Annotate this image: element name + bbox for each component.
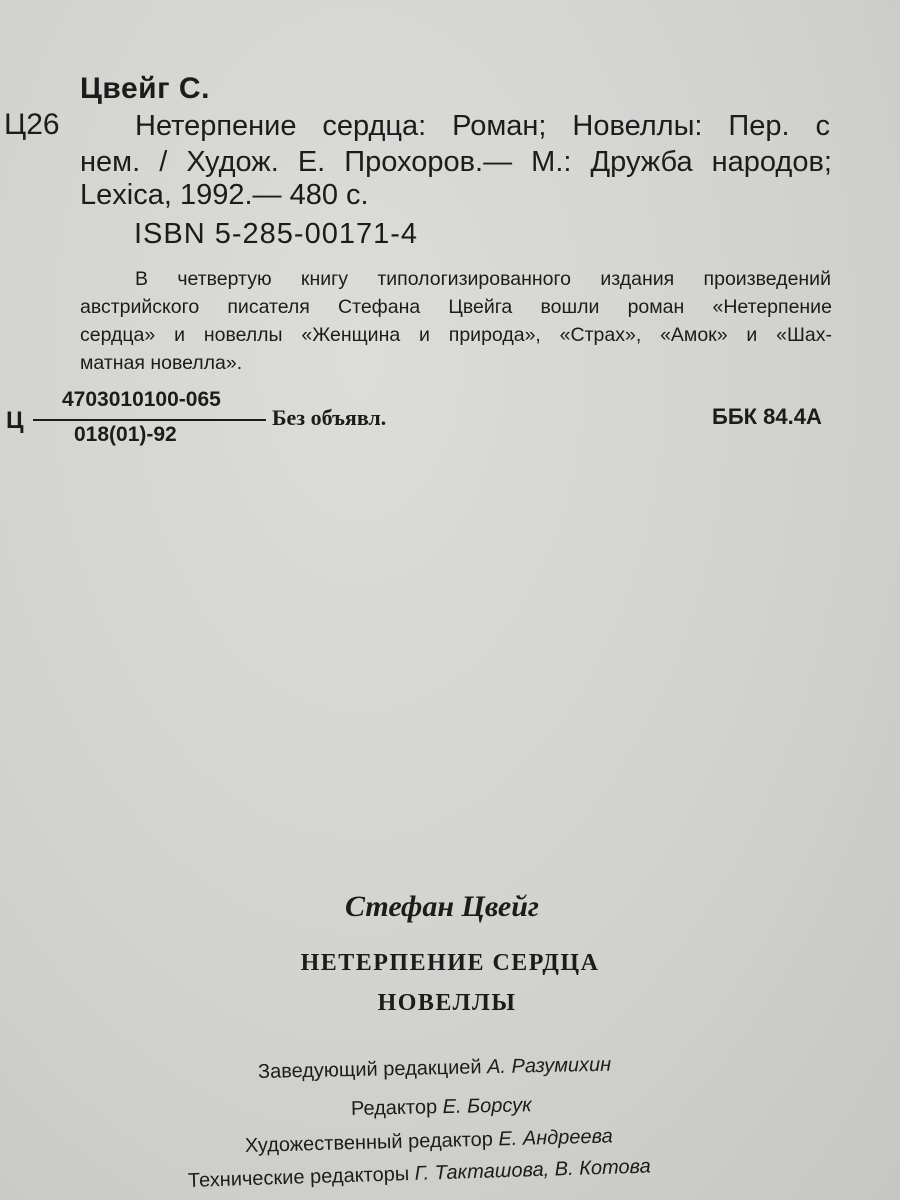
catalog-denominator: 018(01)-92	[74, 423, 177, 446]
word: нем.	[80, 146, 141, 178]
word: Новеллы:	[572, 110, 703, 142]
word: Роман;	[452, 110, 547, 142]
colophon-author: Стефан Цвейг	[344, 890, 540, 923]
abstract-line-1	[135, 268, 831, 291]
catalog-numerator: 4703010100-065	[62, 388, 221, 411]
word: вошли	[540, 296, 600, 318]
credit-name: Г. Такташова, В. Котова	[414, 1155, 652, 1185]
word: издания	[600, 268, 675, 290]
word: и	[419, 324, 430, 346]
catalog-letter: Ц	[6, 407, 24, 434]
word: Дружба	[590, 146, 693, 178]
word: В	[135, 268, 149, 290]
credit-line	[258, 1054, 612, 1084]
credit-role: Заведующий редакцией	[257, 1056, 482, 1083]
word: «Женщина	[301, 324, 401, 346]
word: роман	[627, 296, 685, 318]
word: М.:	[531, 146, 572, 178]
fraction-divider	[33, 419, 266, 421]
word: писателя	[227, 296, 310, 318]
colophon-subtitle: НОВЕЛЛЫ	[377, 990, 517, 1016]
bibliography-line-3: Lexica, 1992.— 480 с.	[80, 179, 369, 211]
word: книгу	[300, 268, 348, 290]
bibliography-line-2	[80, 146, 832, 179]
credit-name: А. Разумихин	[486, 1053, 612, 1079]
word: «Амок»	[660, 324, 728, 346]
credit-line	[188, 1155, 651, 1193]
word: Нетерпение	[135, 110, 297, 142]
word: «Нетерпение	[712, 296, 832, 318]
abstract-line-3	[80, 324, 832, 347]
word: сердца»	[80, 324, 156, 346]
classification-code: Ц26	[4, 108, 60, 141]
word: и	[746, 324, 758, 346]
credit-name: Е. Андреева	[498, 1125, 614, 1151]
credit-role: Технические редакторы	[187, 1163, 410, 1192]
word: сердца:	[322, 110, 427, 142]
word: Стефана	[338, 296, 421, 318]
word: австрийского	[80, 296, 200, 318]
word: четвертую	[177, 268, 272, 290]
abstract-line-2	[80, 296, 832, 319]
credit-role: Редактор	[350, 1096, 438, 1120]
author-heading: Цвейг С.	[80, 72, 210, 105]
word: природа»,	[448, 324, 541, 346]
word: Пер.	[728, 110, 790, 142]
credit-name: Е. Борсук	[442, 1094, 532, 1119]
credit-role: Художественный редактор	[244, 1128, 494, 1157]
word: Прохоров.—	[344, 146, 513, 178]
word: народов;	[711, 146, 832, 178]
word: произведений	[703, 268, 831, 290]
price-note: Без объявл.	[272, 405, 387, 430]
credit-line	[245, 1125, 613, 1158]
word: типологизированного	[377, 268, 571, 290]
word: «Страх»,	[559, 324, 642, 346]
word: /	[159, 146, 168, 178]
bbk-code: ББК 84.4А	[712, 404, 822, 429]
word: новеллы	[203, 324, 283, 346]
credit-line	[351, 1094, 532, 1121]
word: Цвейга	[448, 296, 513, 318]
word: с	[815, 110, 830, 142]
word: и	[174, 324, 185, 346]
word: Худож.	[186, 146, 279, 178]
abstract-line-4: матная новелла».	[80, 352, 243, 374]
word: «Шах-	[776, 324, 832, 346]
colophon-title: НЕТЕРПЕНИЕ СЕРДЦА	[300, 950, 600, 976]
bibliography-line-1	[135, 110, 830, 143]
isbn: ISBN 5-285-00171-4	[134, 218, 418, 250]
word: Е.	[297, 146, 326, 178]
